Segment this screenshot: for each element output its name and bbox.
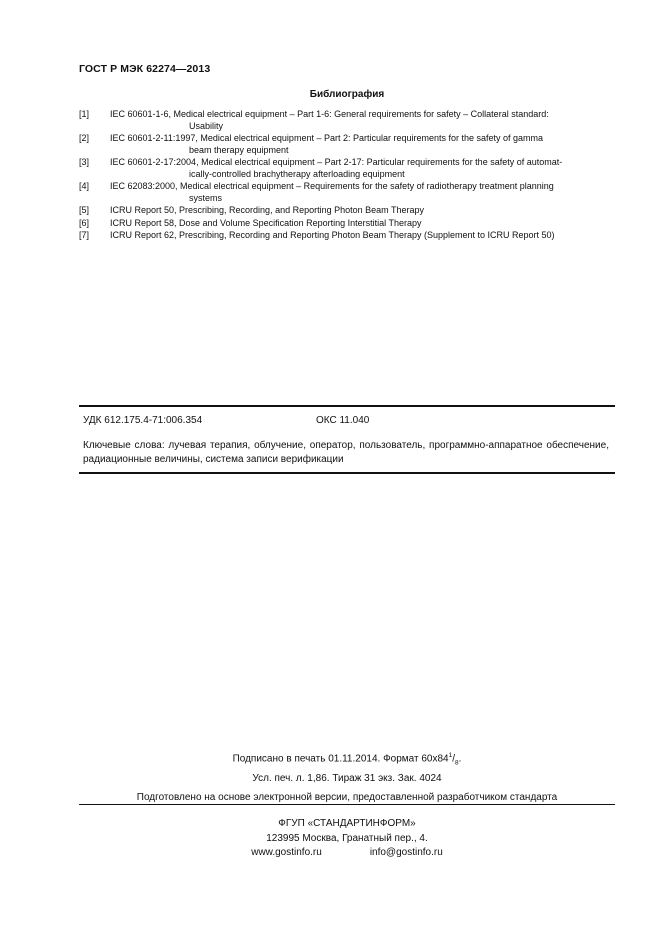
- bibliography-item: [79, 181, 619, 204]
- bibliography-item: [79, 205, 619, 217]
- udc-code: УДК 612.175.4-71:006.354: [83, 415, 203, 426]
- bibliography-item: [79, 218, 619, 230]
- bibliography-item-number: [2]: [79, 133, 90, 143]
- divider-imprint: [79, 804, 615, 805]
- bibliography-item-text: IEC 60601-1-6, Medical electrical equipment – Part 1-6: General requirements for safety – Collateral standard:: [110, 109, 549, 119]
- format-numerator: 1: [448, 752, 453, 759]
- bibliography-item: [79, 157, 619, 180]
- publisher-contacts: [79, 847, 615, 858]
- bibliography-item-text: IEC 62083:2000, Medical electrical equipment – Requirements for the safety of radiotherapy treatment planning: [110, 181, 554, 191]
- publisher-name: ФГУП «СТАНДАРТИНФОРМ»: [278, 818, 416, 829]
- bibliography-item-text: ICRU Report 50, Prescribing, Recording, and Reporting Photon Beam Therapy: [110, 205, 424, 215]
- bibliography-item-text: IEC 60601-2-17:2004, Medical electrical equipment – Part 2-17: Particular requirements for the safety of automat-: [110, 157, 563, 167]
- bibliography-title: Библиография: [309, 89, 385, 100]
- bibliography-item-continuation: systems: [189, 192, 223, 203]
- bibliography-list: [79, 109, 619, 243]
- format-slash: /: [452, 753, 456, 765]
- bibliography-item-text: ICRU Report 62, Prescribing, Recording and Reporting Photon Beam Therapy (Supplement to ICRU Report 50): [110, 230, 555, 240]
- bibliography-item-number: [7]: [79, 230, 90, 240]
- divider-bottom: [79, 472, 615, 474]
- divider-top: [79, 405, 615, 407]
- format-denominator: 8: [455, 759, 459, 767]
- bibliography-item-text: ICRU Report 58, Dose and Volume Specification Reporting Interstitial Therapy: [110, 217, 422, 228]
- bibliography-item-continuation: beam therapy equipment: [189, 144, 289, 155]
- signed-text: Подписано в печать 01.11.2014. Формат 60х84: [232, 753, 449, 765]
- prepared-note: Подготовлено на основе электронной версии, предоставленной разработчиком стандарта: [136, 792, 558, 803]
- bibliography-item-number: [4]: [79, 181, 90, 191]
- email-link[interactable]: info@gostinfo.ru: [369, 847, 443, 858]
- signed-for-print: [79, 752, 615, 766]
- signed-end: .: [458, 753, 462, 765]
- bibliography-item-number: [5]: [79, 205, 90, 215]
- bibliography-item-continuation: ically-controlled brachytherapy afterloading equipment: [189, 168, 405, 179]
- bibliography-item: [79, 230, 619, 242]
- print-info: Усл. печ. л. 1,86. Тираж 31 экз. Зак. 4024: [252, 773, 442, 784]
- publisher-address: 123995 Москва, Гранатный пер., 4.: [266, 833, 428, 844]
- bibliography-item-continuation: Usability: [189, 120, 224, 131]
- bibliography-item-number: [6]: [79, 217, 90, 228]
- bibliography-item: [79, 109, 619, 132]
- website-link[interactable]: www.gostinfo.ru: [251, 847, 322, 858]
- document-id: ГОСТ Р МЭК 62274—2013: [79, 63, 211, 75]
- bibliography-item-text: IEC 60601-2-11:1997, Medical electrical equipment – Part 2: Particular requirements for the safety of gamma: [110, 133, 544, 143]
- oks-code: ОКС 11.040: [316, 415, 370, 426]
- keywords: Ключевые слова: лучевая терапия, облучение, оператор, пользователь, программно-аппаратное обеспечение, радиационные величины, система записи верификации: [83, 440, 609, 465]
- bibliography-item-number: [3]: [79, 157, 90, 167]
- bibliography-item-number: [1]: [79, 109, 90, 119]
- bibliography-item: [79, 133, 619, 156]
